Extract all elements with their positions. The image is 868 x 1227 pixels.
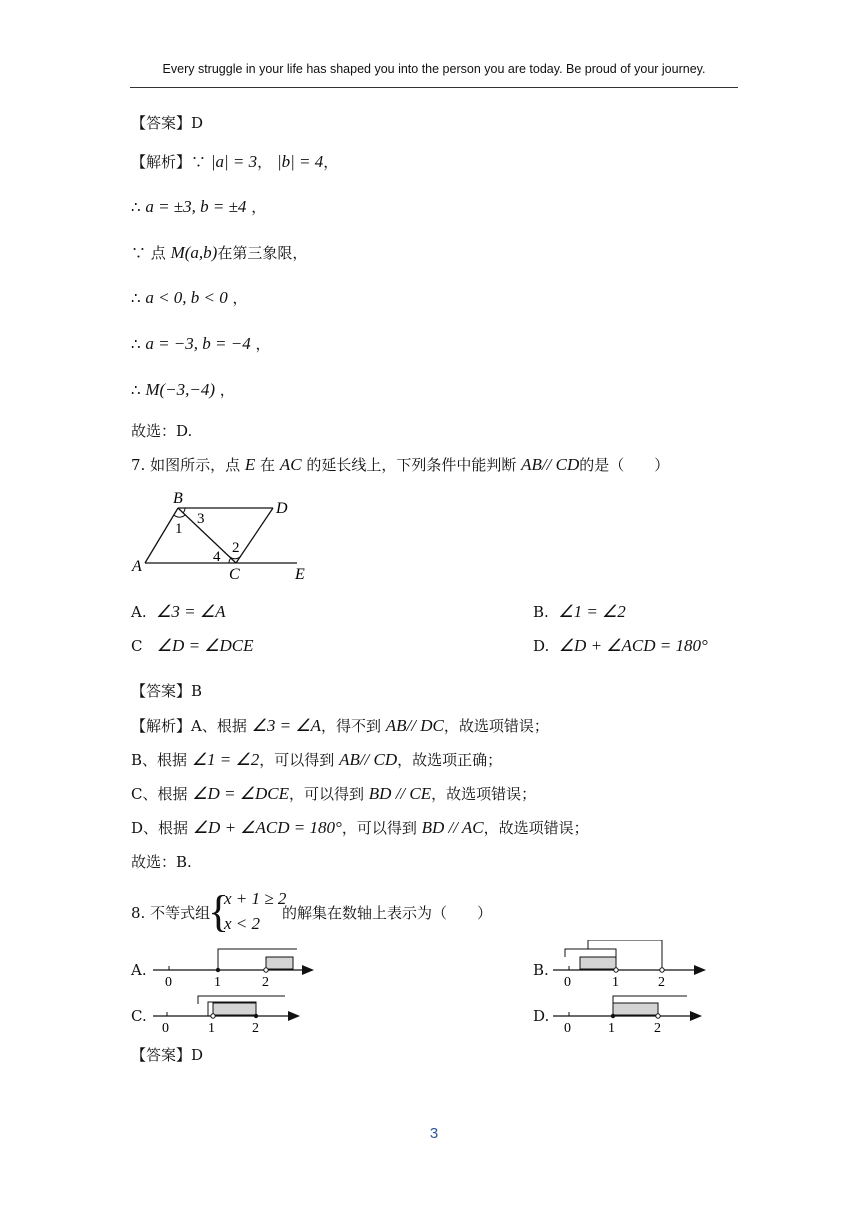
answer-label: 【答案】 <box>131 682 192 700</box>
shaded-region <box>613 1003 658 1015</box>
q7-option-d[interactable]: D. ∠D + ∠ACD = 180° <box>533 636 708 655</box>
shaded-region <box>266 957 293 969</box>
answer-label: 【答案】 <box>131 114 192 132</box>
tick-label-2: 2 <box>252 1021 259 1036</box>
q7-option-b[interactable]: B. ∠1 = ∠2 <box>533 602 626 621</box>
q8-stem-number: 8. 不等式组 <box>131 904 211 922</box>
tick-label-1: 1 <box>214 975 221 990</box>
q6-conclusion: 故选：D. <box>131 422 193 440</box>
tick-label-2: 2 <box>654 1021 661 1036</box>
endpoint-1 <box>611 1014 615 1018</box>
q7-option-a[interactable]: A. ∠3 = ∠A <box>131 602 226 621</box>
q8-option-d-label[interactable]: D. <box>533 1007 550 1025</box>
math-expression: |b| = 4 <box>276 152 324 171</box>
q6-analysis-line-5: ∴ a = −3, b = −4 ， <box>131 334 271 353</box>
q6-analysis-line-3: ∵ 点 M(a,b)在第三象限， <box>131 243 308 262</box>
tick-label-2: 2 <box>262 975 269 990</box>
answer-value: B <box>191 682 203 700</box>
axis-arrow <box>302 965 314 975</box>
endpoint-2 <box>656 1014 660 1018</box>
inequality-2: x < 2 <box>224 914 261 933</box>
angle-arc-3 <box>183 508 185 513</box>
axis-arrow <box>288 1011 300 1021</box>
q8-option-d-number-line <box>550 988 710 1038</box>
inequality-1: x + 1 ≥ 2 <box>224 889 287 908</box>
q8-option-a-number-line <box>150 940 320 992</box>
label-C: C <box>229 566 240 583</box>
tick-label-1: 1 <box>208 1021 215 1036</box>
answer-value: D <box>191 1046 204 1064</box>
q7-analysis-line-3: C、根据 ∠D = ∠DCE，可以得到 BD // CE，故选项错误； <box>131 784 537 803</box>
q6-analysis-line-4: ∴ a < 0, b < 0 ， <box>131 288 248 307</box>
label-D: D <box>276 500 288 517</box>
q8-stem-text: 的解集在数轴上表示为（ ） <box>282 904 493 922</box>
q7-analysis-line-2: B、根据 ∠1 = ∠2，可以得到 AB// CD，故选项正确； <box>131 750 503 769</box>
math-expression: M(a,b) <box>170 243 218 262</box>
tick-label-1: 1 <box>608 1021 615 1036</box>
header-divider <box>130 87 738 88</box>
endpoint-2 <box>254 1014 258 1018</box>
system-brace: { <box>208 887 230 936</box>
q8-option-b-number-line <box>550 940 715 992</box>
q7-answer-line <box>131 681 202 701</box>
q7-conclusion: 故选：B. <box>131 853 192 871</box>
label-B: B <box>173 490 183 507</box>
answer-label: 【答案】 <box>131 1046 192 1064</box>
math-expression: M(−3,−4) <box>145 380 216 399</box>
q7-option-c[interactable]: C ∠D = ∠DCE <box>131 636 254 655</box>
angle-arc-1 <box>174 515 185 517</box>
q7-geometry-figure <box>125 485 325 585</box>
segment-CD <box>236 508 273 563</box>
math-expression: a = ±3, b = ±4 <box>145 197 247 216</box>
endpoint-1 <box>614 968 618 972</box>
segment-BC <box>178 508 236 563</box>
math-expression: |a| = 3 <box>210 152 258 171</box>
angle-label-2: 2 <box>232 540 240 556</box>
tick-label-0: 0 <box>162 1021 169 1036</box>
segment-AB <box>145 508 178 563</box>
q6-analysis-line-2: ∴ a = ±3, b = ±4 ， <box>131 197 267 216</box>
tick-label-2: 2 <box>658 975 665 990</box>
tick-label-0: 0 <box>564 975 571 990</box>
angle-arc-4 <box>229 558 231 563</box>
q6-analysis-line-6: ∴ M(−3,−4) ， <box>131 380 235 399</box>
page-number: 3 <box>429 1125 439 1142</box>
angle-label-4: 4 <box>213 549 221 565</box>
angle-label-1: 1 <box>175 521 183 537</box>
axis-arrow <box>694 965 706 975</box>
q6-answer-line <box>131 113 203 133</box>
tick-label-1: 1 <box>612 975 619 990</box>
q6-analysis-line-1: 【解析】∵ |a| = 3， |b| = 4， <box>131 152 339 171</box>
axis-arrow <box>690 1011 702 1021</box>
analysis-label: 【解析】 <box>131 153 192 171</box>
q7-stem: 7. 如图所示，点 E 在 AC 的延长线上，下列条件中能判断 AB// CD的是（ ） <box>131 455 670 474</box>
angle-label-3: 3 <box>197 511 205 527</box>
label-A: A <box>132 558 142 575</box>
page-header-motto: Every struggle in your life has shaped you into the person you are today. Be proud of your journey. <box>162 62 706 76</box>
shaded-region <box>580 957 616 969</box>
math-expression: a = −3, b = −4 <box>145 334 251 353</box>
label-E: E <box>295 566 305 583</box>
endpoint-2 <box>660 968 664 972</box>
endpoint-1 <box>216 968 220 972</box>
q7-analysis-line-4: D、根据 ∠D + ∠ACD = 180°，可以得到 BD // AC，故选项错误； <box>131 818 589 837</box>
q8-option-a-label[interactable]: A. <box>131 961 147 979</box>
endpoint-2 <box>264 968 268 972</box>
q8-option-c-number-line <box>150 988 310 1038</box>
endpoint-1 <box>211 1014 215 1018</box>
tick-label-0: 0 <box>165 975 172 990</box>
q8-answer-line <box>131 1045 203 1065</box>
answer-value: D <box>191 114 204 132</box>
shaded-region <box>213 1003 256 1015</box>
math-expression: a < 0, b < 0 <box>145 288 228 307</box>
q8-option-c-label[interactable]: C. <box>131 1007 147 1025</box>
q7-analysis-line-1: 【解析】A、根据 ∠3 = ∠A，得不到 AB// DC，故选项错误； <box>131 716 549 735</box>
tick-label-0: 0 <box>564 1021 571 1036</box>
analysis-label: 【解析】 <box>131 717 192 735</box>
q8-option-b-label[interactable]: B. <box>533 961 549 979</box>
